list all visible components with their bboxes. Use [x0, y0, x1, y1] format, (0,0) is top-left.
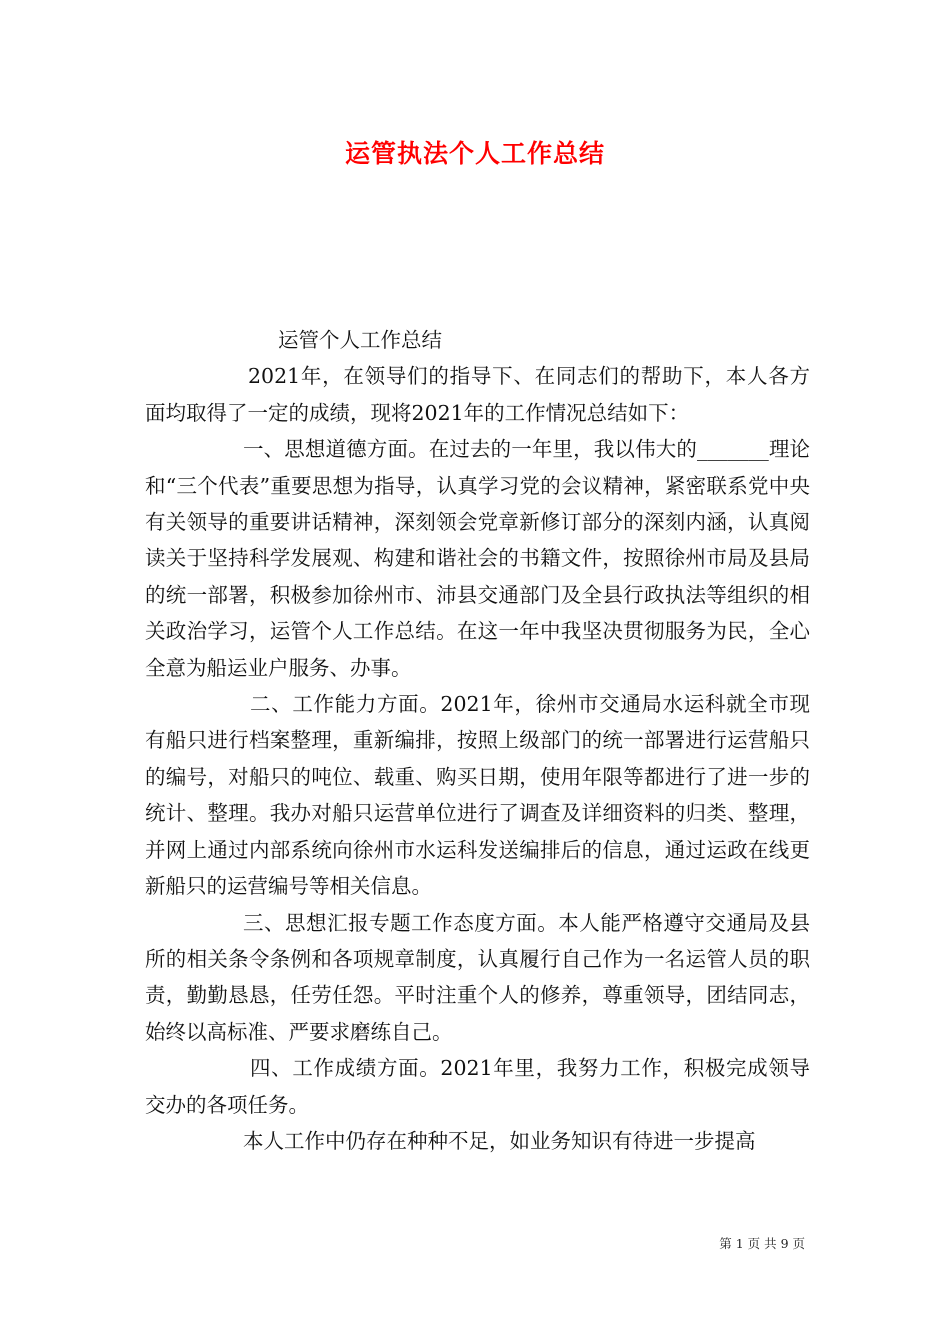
page-number: 第 1 页 共 9 页 — [719, 1236, 805, 1251]
document-subtitle: 运管个人工作总结 — [278, 328, 442, 352]
document-title: 运管执法个人工作总结 — [344, 139, 605, 168]
paragraph-work-ability: 二、工作能力方面。2021年，徐州市交通局水运科就全市现有船只进行档案整理，重新编排，按照上级部门的统一部署进行运营船只的编号，对船只的吨位、载重、购买日期，使用年限等都进行了进一步的统计、整理。我办对船只运营单位进行了调查及详细资料的归类、整理，并网上通过内部系统向徐州市水运科发送编排后的信息，通过运政在线更新船只的运营编号等相关信息。 — [145, 692, 810, 899]
document-body — [145, 322, 810, 1159]
paragraph-work-attitude: 三、思想汇报专题工作态度方面。本人能严格遵守交通局及县所的相关条令条例和各项规章制度，认真履行自己作为一名运管人员的职责，勤勤恳恳，任劳任怨。平时注重个人的修养，尊重领导，团结同志，始终以高标准、严要求磨练自己。 — [145, 910, 810, 1044]
paragraph-ideology: 一、思想道德方面。在过去的一年里，我以伟大的_______理论和“三个代表”重要思想为指导，认真学习党的会议精神，紧密联系党中央有关领导的重要讲话精神，深刻领会党章新修订部分的深刻内涵，认真阅读关于坚持科学发展观、构建和谐社会的书籍文件，按照徐州市局及县局的统一部署，积极参加徐州市、沛县交通部门及全县行政执法等组织的相关政治学习，运管个人工作总结。在这一年中我坚决贯彻服务为民，全心全意为船运业户服务、办事。 — [145, 437, 810, 680]
paragraph-achievements: 四、工作成绩方面。2021年里，我努力工作，积极完成领导交办的各项任务。 — [145, 1056, 810, 1117]
paragraph-intro: 2021年，在领导们的指导下、在同志们的帮助下，本人各方面均取得了一定的成绩，现将2021年的工作情况总结如下： — [145, 364, 810, 425]
paragraph-shortcomings: 本人工作中仍存在种种不足，如业务知识有待进一步提高 — [243, 1128, 756, 1153]
